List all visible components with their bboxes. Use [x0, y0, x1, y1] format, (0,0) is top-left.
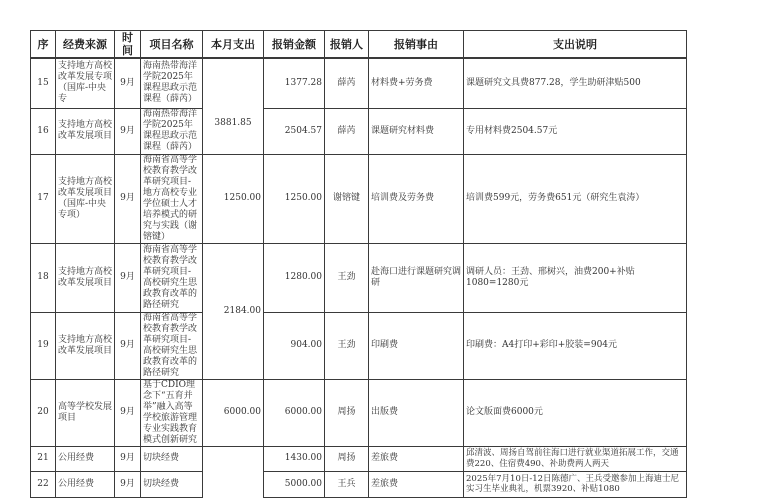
cell-monthly-merged: 3881.85	[203, 58, 264, 154]
cell-time: 9月	[115, 154, 141, 243]
cell-project: 海南热带海洋学院2025年课程思政示范课程（薛芮）	[141, 58, 203, 108]
table-row	[31, 108, 687, 154]
cell-time: 9月	[115, 312, 141, 379]
table-row	[31, 154, 687, 243]
cell-amount: 1280.00	[264, 243, 325, 312]
cell-project: 海南省高等学校教育教学改革研究项目-高校研究生思政教育改革的路径研究	[141, 243, 203, 312]
cell-time: 9月	[115, 471, 141, 497]
table-row	[31, 243, 687, 312]
cell-person: 王兵	[325, 471, 369, 497]
cell-monthly-merged: 2184.00	[203, 243, 264, 379]
cell-reason: 印刷费	[369, 312, 464, 379]
table-row	[31, 446, 687, 471]
cell-seq: 22	[31, 471, 56, 497]
header-source: 经费来源	[56, 31, 115, 59]
cell-amount: 2504.57	[264, 108, 325, 154]
cell-reason: 差旅费	[369, 446, 464, 471]
cell-monthly-empty	[203, 471, 264, 497]
header-reason: 报销事由	[369, 31, 464, 59]
header-seq: 序	[31, 31, 56, 59]
cell-reason: 课题研究材料费	[369, 108, 464, 154]
cell-person: 王劲	[325, 243, 369, 312]
cell-desc: 调研人员：王劲、邢树兴，油费200+补贴1080=1280元	[464, 243, 687, 312]
cell-desc: 邱清波、周扬自驾前往海口进行就业渠道拓展工作，交通费220、住宿费490、补助费两人两天	[464, 446, 687, 471]
cell-source: 公用经费	[56, 471, 115, 497]
cell-desc: 印刷费：A4打印+彩印+胶装=904元	[464, 312, 687, 379]
cell-person: 周扬	[325, 446, 369, 471]
cell-reason: 赴海口进行课题研究调研	[369, 243, 464, 312]
header-row	[31, 31, 687, 59]
cell-project: 海南省高等学校教育教学改革研究项目-地方高校专业学位硕士人才培养模式的研究与实践（谢镕键）	[141, 154, 203, 243]
header-project: 项目名称	[141, 31, 203, 59]
cell-desc: 课题研究文具费877.28，学生助研津贴500	[464, 58, 687, 108]
cell-source: 支持地方高校改革发展项目	[56, 243, 115, 312]
cell-amount: 904.00	[264, 312, 325, 379]
cell-person: 王劲	[325, 312, 369, 379]
expense-table	[30, 30, 687, 498]
table-row	[31, 471, 687, 497]
header-monthly: 本月支出	[203, 31, 264, 59]
cell-monthly-empty	[203, 446, 264, 471]
cell-reason: 差旅费	[369, 471, 464, 497]
cell-project: 切块经费	[141, 446, 203, 471]
header-person: 报销人	[325, 31, 369, 59]
cell-project: 海南热带海洋学院2025年课程思政示范课程（薛芮）	[141, 108, 203, 154]
header-time: 时间	[115, 31, 141, 59]
cell-source: 支持地方高校改革发展项目（国库-中央专项）	[56, 154, 115, 243]
cell-time: 9月	[115, 446, 141, 471]
cell-reason: 出版费	[369, 379, 464, 446]
cell-reason: 培训费及劳务费	[369, 154, 464, 243]
cell-seq: 17	[31, 154, 56, 243]
header-desc: 支出说明	[464, 31, 687, 59]
cell-amount: 6000.00	[264, 379, 325, 446]
cell-time: 9月	[115, 379, 141, 446]
cell-amount: 1430.00	[264, 446, 325, 471]
cell-person: 周扬	[325, 379, 369, 446]
cell-seq: 15	[31, 58, 56, 108]
cell-person: 薛芮	[325, 108, 369, 154]
cell-desc: 专用材料费2504.57元	[464, 108, 687, 154]
cell-source: 公用经费	[56, 446, 115, 471]
cell-time: 9月	[115, 108, 141, 154]
cell-seq: 20	[31, 379, 56, 446]
cell-seq: 21	[31, 446, 56, 471]
cell-seq: 19	[31, 312, 56, 379]
cell-seq: 16	[31, 108, 56, 154]
cell-amount: 5000.00	[264, 471, 325, 497]
cell-person: 谢镕键	[325, 154, 369, 243]
table-row	[31, 58, 687, 108]
cell-desc: 培训费599元，劳务费651元（研究生袁涛）	[464, 154, 687, 243]
cell-monthly: 6000.00	[203, 379, 264, 446]
cell-project: 基于CDIO理念下“五育并举”融入高等学校旅游管理专业实践教育模式创新研究	[141, 379, 203, 446]
cell-desc: 论文版面费6000元	[464, 379, 687, 446]
cell-source: 支持地方高校改革发展项目	[56, 312, 115, 379]
cell-project: 海南省高等学校教育教学改革研究项目-高校研究生思政教育改革的路径研究	[141, 312, 203, 379]
cell-amount: 1377.28	[264, 58, 325, 108]
cell-project: 切块经费	[141, 471, 203, 497]
cell-time: 9月	[115, 243, 141, 312]
cell-reason: 材料费+劳务费	[369, 58, 464, 108]
cell-desc: 2025年7月10日-12日陈德广、王兵受邀参加上海迪士尼实习生毕业典礼，机票3920、补贴1080	[464, 471, 687, 497]
cell-source: 高等学校发展项目	[56, 379, 115, 446]
header-amount: 报销金额	[264, 31, 325, 59]
cell-seq: 18	[31, 243, 56, 312]
cell-person: 薛芮	[325, 58, 369, 108]
cell-source: 支持地方高校改革发展项目	[56, 108, 115, 154]
table-row	[31, 379, 687, 446]
table-row	[31, 312, 687, 379]
cell-amount: 1250.00	[264, 154, 325, 243]
cell-time: 9月	[115, 58, 141, 108]
cell-source: 支持地方高校改革发展专项（国库-中央专	[56, 58, 115, 108]
cell-monthly: 1250.00	[203, 154, 264, 243]
